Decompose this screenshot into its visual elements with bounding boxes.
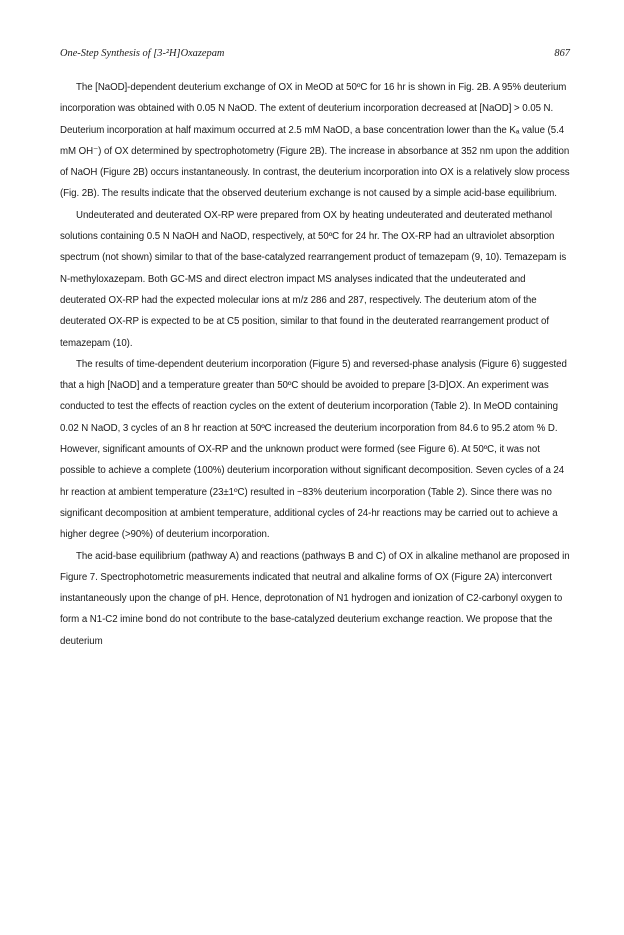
running-header xyxy=(60,48,570,64)
paragraph: Undeuterated and deuterated OX-RP were prepared from OX by heating undeuterated and deuterated methanol solutions containing 0.5 N NaOH and NaOD, respectively, at 50ºC for 24 hr. The OX-RP had an ultraviolet absorption spectrum (not shown) similar to that of the base-catalyzed rearrangement product of temazepam (9, 10). Temazepam is N-methyloxazepam. Both GC-MS and direct electron impact MS analyses indicated that the undeuterated and deuterated OX-RP had the expected molecular ions at m/z 286 and 287, respectively. The deuterium atom of the deuterated OX-RP is expected to be at C5 position, similar to that found in the deuterated rearrangement product of temazepam (10). xyxy=(60,209,567,349)
page-number: 867 xyxy=(554,48,570,59)
paragraph: The [NaOD]-dependent deuterium exchange of OX in MeOD at 50ºC for 16 hr is shown in Fig. 2B. A 95% deuterium incorporation was obtained with 0.05 N NaOD. The extent of deuterium incorporation decreased at [NaOD] > 0.05 N. Deuterium incorporation at half maximum occurred at 2.5 mM NaOD, a base concentration lower than the Kₐ value (5.4 mM OH⁻) of OX determined by spectrophotometry (Figure 2B). The increase in absorbance at 352 nm upon the addition of NaOH (Figure 2B) occurs instantaneously. In contrast, the deuterium incorporation into OX is a relatively slow process (Fig. 2B). The results indicate that the observed deuterium exchange is not caused by a simple acid-base equilibrium. xyxy=(60,82,570,200)
body-text xyxy=(60,77,572,652)
paragraph: The results of time-dependent deuterium incorporation (Figure 5) and reversed-phase analysis (Figure 6) suggested that a high [NaOD] and a temperature greater than 50ºC should be avoided to prepare [3-D]OX. An experiment was conducted to test the effects of reaction cycles on the extent of deuterium incorporation (Table 2). In MeOD containing 0.02 N NaOD, 3 cycles of an 8 hr reaction at 50ºC increased the deuterium incorporation from 84.6 to 95.2 atom % D. However, significant amounts of OX-RP and the unknown product were formed (see Figure 6). At 50ºC, it was not possible to achieve a complete (100%) deuterium incorporation without significant decomposition. Seven cycles of a 24 hr reaction at ambient temperature (23±1ºC) resulted in ~83% deuterium incorporation (Table 2). Since there was no significant decomposition at ambient temperature, additional cycles of 24-hr reactions may be carried out to achieve a higher degree (>90%) of deuterium incorporation. xyxy=(60,358,567,541)
running-title: One-Step Synthesis of [3-²H]Oxazepam xyxy=(60,48,225,59)
paragraph: The acid-base equilibrium (pathway A) and reactions (pathways B and C) of OX in alkaline methanol are proposed in Figure 7. Spectrophotometric measurements indicated that neutral and alkaline forms of OX (Figure 2A) interconvert instantaneously upon the change of pH. Hence, deprotonation of N1 hydrogen and ionization of C2-carbonyl oxygen to form a N1-C2 imine bond do not contribute to the base-catalyzed deuterium exchange reaction. We propose that the deuterium xyxy=(60,550,570,647)
